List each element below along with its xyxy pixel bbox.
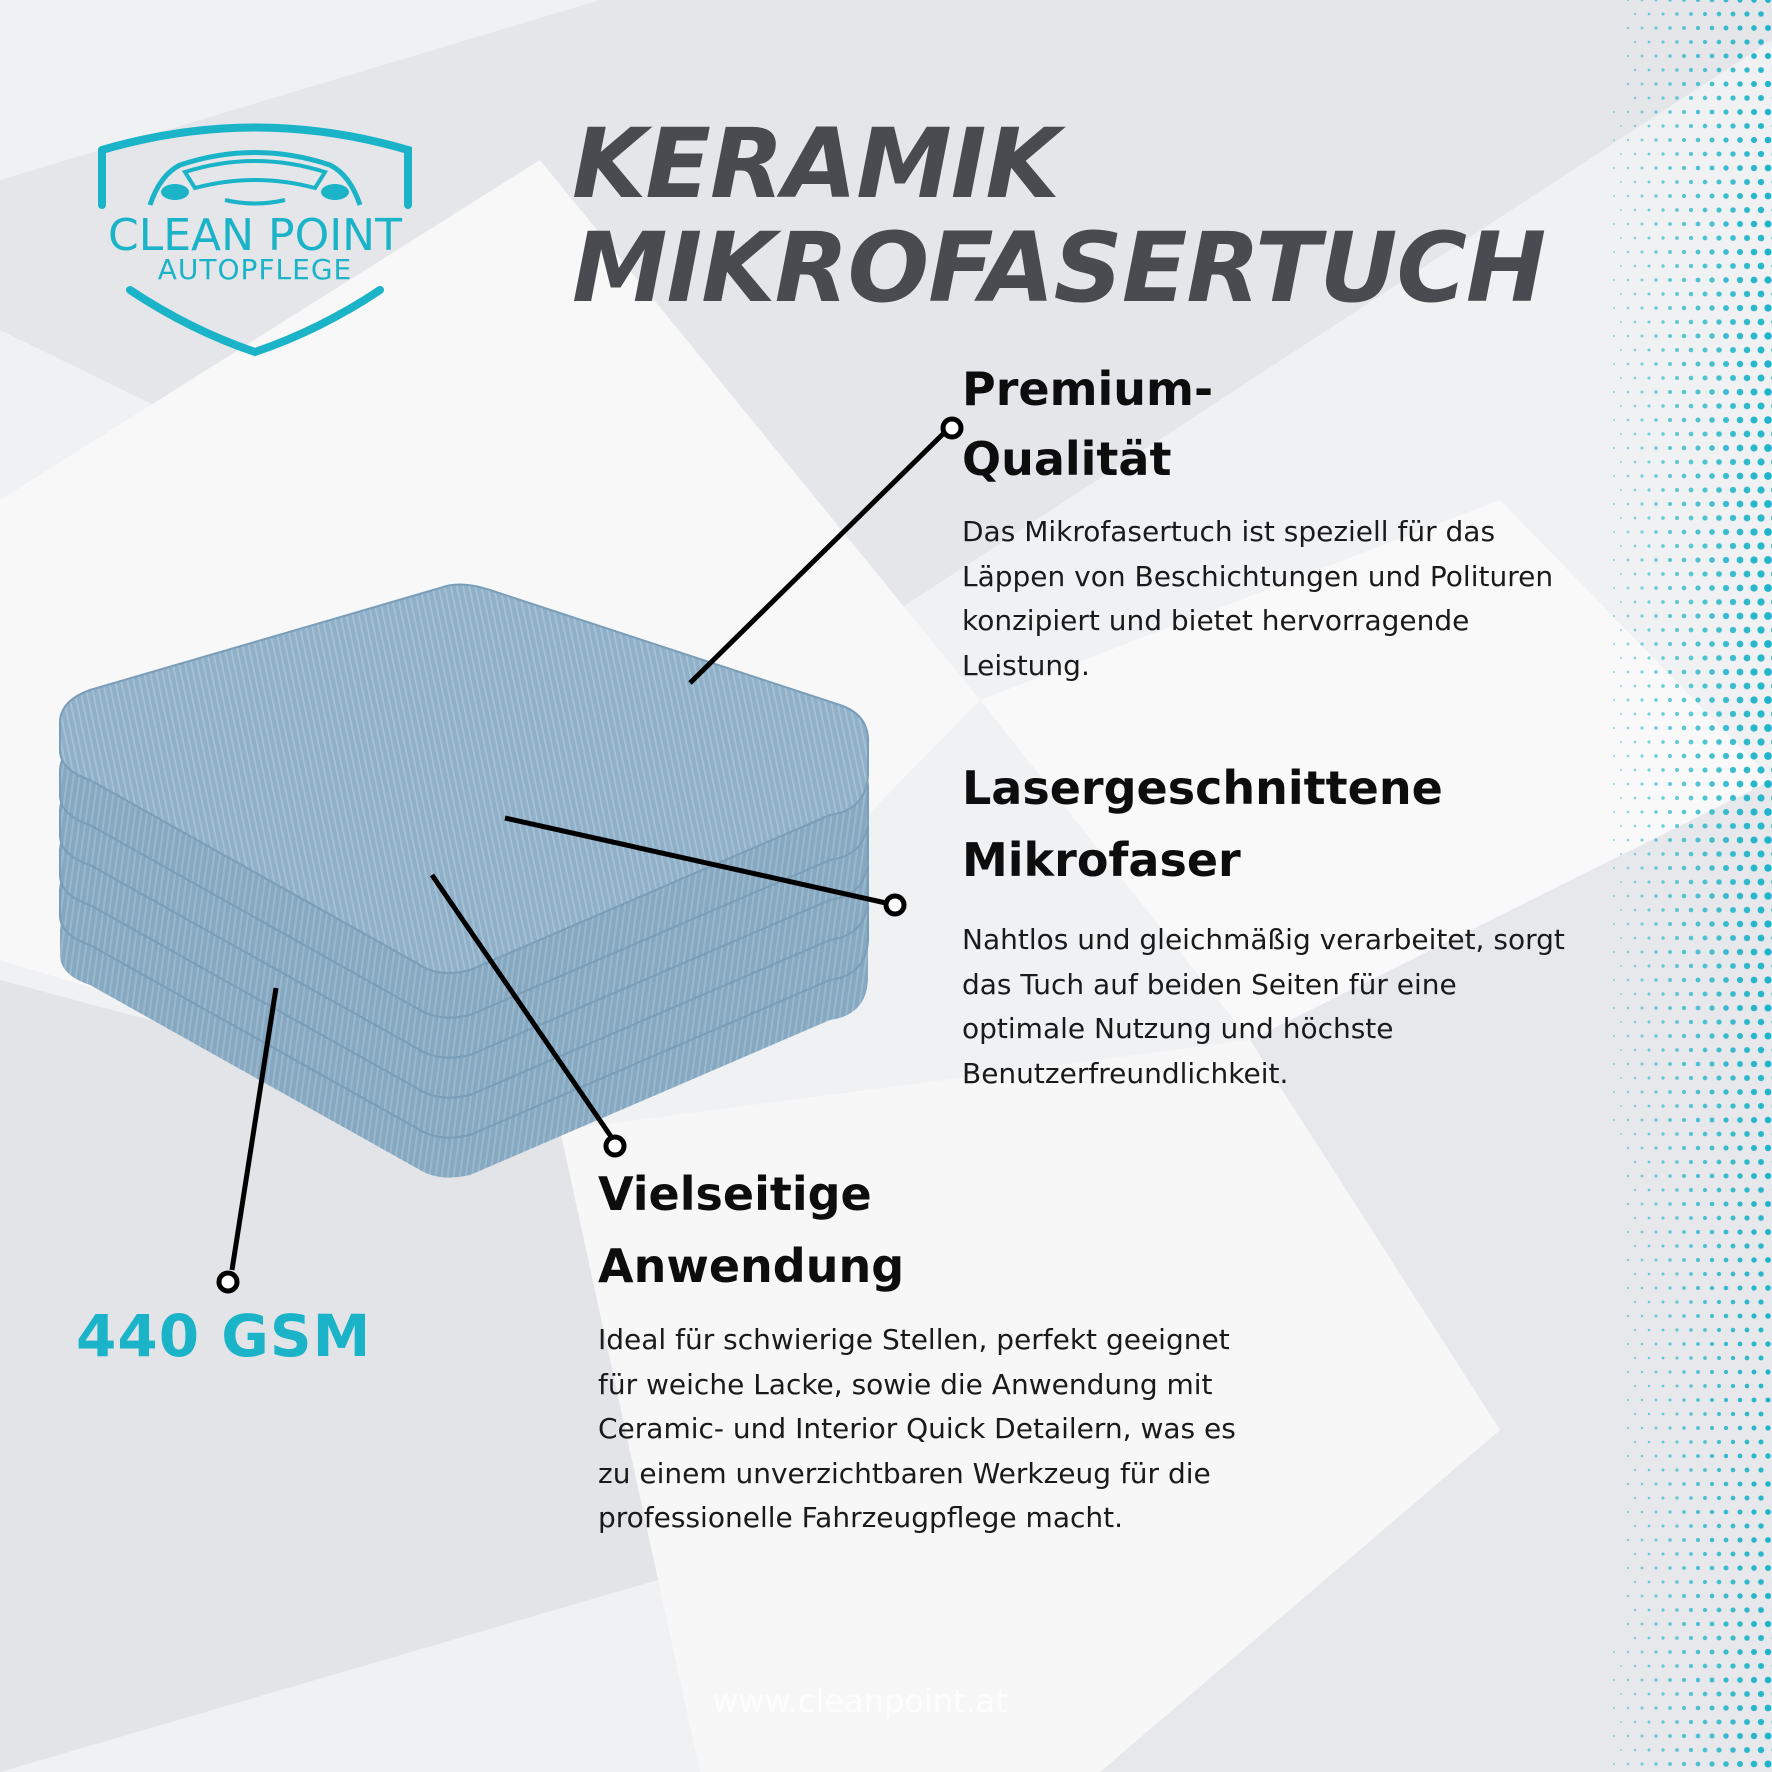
feature-laser-heading-line1: Lasergeschnittene bbox=[962, 761, 1443, 815]
feature-versatile-heading-line2: Anwendung bbox=[598, 1239, 905, 1293]
footer-url: www.cleanpoint.at bbox=[712, 1682, 1008, 1720]
title-line-2: MIKROFASERTUCH bbox=[572, 212, 1546, 324]
feature-versatile-heading-line1: Vielseitige bbox=[598, 1167, 872, 1221]
page-title bbox=[572, 108, 1546, 324]
feature-versatile-heading bbox=[598, 1158, 1118, 1302]
feature-premium-heading bbox=[962, 354, 1382, 494]
microfiber-towel-stack bbox=[60, 584, 868, 1177]
feature-premium-text: Das Mikrofasertuch ist speziell für das Läppen von Beschichtungen und Polituren konzipiert und bietet hervorragende Leistung. bbox=[962, 515, 1554, 682]
logo-subtitle: AUTOPFLEGE bbox=[157, 253, 353, 286]
title-line-1: KERAMIK bbox=[572, 108, 1059, 220]
feature-premium-heading-line1: Premium- bbox=[962, 362, 1214, 416]
feature-laser-text: Nahtlos und gleichmäßig verarbeitet, sorgt das Tuch auf beiden Seiten für eine optimale Nutzung und höchste Benutzerfreundlichkeit. bbox=[962, 923, 1565, 1090]
feature-premium-heading-line2: Qualität bbox=[962, 432, 1172, 486]
feature-laser-heading-line2: Mikrofaser bbox=[962, 833, 1241, 887]
weight-label: 440 GSM bbox=[76, 1302, 372, 1370]
logo-name: CLEAN POINT bbox=[108, 210, 402, 261]
feature-versatile-text: Ideal für schwierige Stellen, perfekt geeignet für weiche Lacke, sowie die Anwendung mit Ceramic- und Interior Quick Detailern, was es zu einem unverzichtbaren Werkzeug für die professionelle Fahrzeugpflege macht. bbox=[598, 1323, 1236, 1534]
feature-laser-heading bbox=[962, 752, 1582, 896]
